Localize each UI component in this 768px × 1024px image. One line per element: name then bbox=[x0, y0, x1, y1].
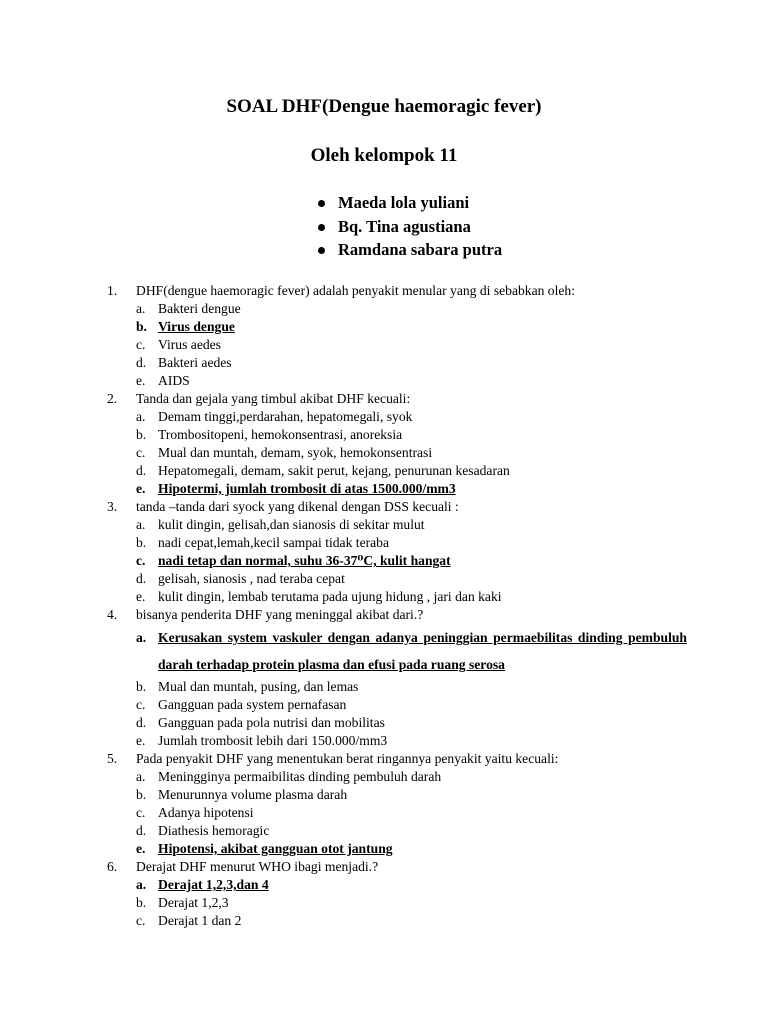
question-text: tanda –tanda dari syock yang dikenal dengan DSS kecuali : bbox=[136, 499, 459, 514]
answer-option-correct bbox=[107, 624, 687, 678]
answer-option bbox=[107, 714, 687, 732]
option-text: Menurunnya volume plasma darah bbox=[158, 787, 348, 802]
question-number: 1. bbox=[107, 283, 118, 298]
question-number: 2. bbox=[107, 391, 118, 406]
question-number: 3. bbox=[107, 499, 118, 514]
option-text: Hepatomegali, demam, sakit perut, kejang, penurunan kesadaran bbox=[158, 463, 510, 478]
question bbox=[107, 498, 687, 516]
question-text: Tanda dan gejala yang timbul akibat DHF kecuali: bbox=[136, 391, 411, 406]
answer-option bbox=[107, 462, 687, 480]
option-letter: b. bbox=[136, 319, 147, 334]
option-text: Hipotermi, jumlah trombosit di atas 1500.000/mm3 bbox=[158, 481, 456, 496]
option-letter: d. bbox=[136, 571, 147, 586]
option-letter: c. bbox=[136, 697, 146, 712]
option-text: Mual dan muntah, demam, syok, hemokonsentrasi bbox=[158, 445, 433, 460]
option-letter: d. bbox=[136, 463, 147, 478]
document-title: SOAL DHF(Dengue haemoragic fever) bbox=[226, 96, 542, 117]
member-item: Ramdana sabara putra bbox=[318, 238, 502, 262]
answer-option bbox=[107, 354, 687, 372]
option-text: nadi cepat,lemah,kecil sampai tidak teraba bbox=[158, 535, 389, 550]
answer-option bbox=[107, 300, 687, 318]
option-letter: a. bbox=[136, 769, 146, 784]
question-number: 6. bbox=[107, 859, 118, 874]
option-text: Meningginya permaibilitas dinding pembuluh darah bbox=[158, 769, 442, 784]
option-letter: c. bbox=[136, 553, 146, 568]
question-list bbox=[107, 282, 687, 930]
answer-option bbox=[107, 372, 687, 390]
option-letter: e. bbox=[136, 373, 146, 388]
option-text: Derajat 1 dan 2 bbox=[158, 913, 242, 928]
answer-option bbox=[107, 570, 687, 588]
question-text: DHF(dengue haemoragic fever) adalah penyakit menular yang di sebabkan oleh: bbox=[136, 283, 575, 298]
option-letter: c. bbox=[136, 445, 146, 460]
question bbox=[107, 606, 687, 624]
answer-option bbox=[107, 336, 687, 354]
option-letter: a. bbox=[136, 877, 147, 892]
option-text: Virus aedes bbox=[158, 337, 221, 352]
answer-option bbox=[107, 786, 687, 804]
option-letter: d. bbox=[136, 715, 147, 730]
option-letter: a. bbox=[136, 630, 147, 645]
answer-option bbox=[107, 426, 687, 444]
answer-option bbox=[107, 732, 687, 750]
option-letter: d. bbox=[136, 355, 147, 370]
option-text: kulit dingin, gelisah,dan sianosis di sekitar mulut bbox=[158, 517, 425, 532]
question bbox=[107, 390, 687, 408]
option-text: gelisah, sianosis , nad teraba cepat bbox=[158, 571, 345, 586]
answer-option bbox=[107, 534, 687, 552]
option-text: Virus dengue bbox=[158, 319, 235, 334]
answer-option bbox=[107, 696, 687, 714]
option-text: Gangguan pada pola nutrisi dan mobilitas bbox=[158, 715, 385, 730]
answer-option bbox=[107, 408, 687, 426]
option-letter: a. bbox=[136, 301, 146, 316]
option-text: Jumlah trombosit lebih dari 150.000/mm3 bbox=[158, 733, 388, 748]
answer-option-correct bbox=[107, 876, 687, 894]
option-text: Demam tinggi,perdarahan, hepatomegali, syok bbox=[158, 409, 413, 424]
option-letter: e. bbox=[136, 733, 146, 748]
option-text: Diathesis hemoragic bbox=[158, 823, 270, 838]
option-letter: b. bbox=[136, 895, 147, 910]
option-letter: a. bbox=[136, 409, 146, 424]
option-text: Derajat 1,2,3 bbox=[158, 895, 229, 910]
member-list bbox=[318, 191, 502, 262]
member-item: Maeda lola yuliani bbox=[318, 191, 502, 215]
answer-option-correct bbox=[107, 840, 687, 858]
option-letter: c. bbox=[136, 805, 146, 820]
question bbox=[107, 858, 687, 876]
option-letter: a. bbox=[136, 517, 146, 532]
question-text: Derajat DHF menurut WHO ibagi menjadi.? bbox=[136, 859, 379, 874]
option-letter: b. bbox=[136, 679, 147, 694]
option-text: Bakteri dengue bbox=[158, 301, 241, 316]
answer-option bbox=[107, 678, 687, 696]
answer-option bbox=[107, 516, 687, 534]
option-text: Kerusakan system vaskuler dengan adanya peninggian permaebilitas dinding pembuluh darah terhadap protein plasma dan efusi pada ruang serosa bbox=[158, 630, 687, 672]
option-text: Adanya hipotensi bbox=[158, 805, 254, 820]
option-text: Gangguan pada system pernafasan bbox=[158, 697, 347, 712]
option-letter: c. bbox=[136, 337, 146, 352]
option-letter: b. bbox=[136, 787, 147, 802]
option-letter: e. bbox=[136, 481, 146, 496]
answer-option bbox=[107, 912, 687, 930]
answer-option-correct bbox=[107, 480, 687, 498]
option-text: kulit dingin, lembab terutama pada ujung hidung , jari dan kaki bbox=[158, 589, 502, 604]
option-text: Bakteri aedes bbox=[158, 355, 232, 370]
option-letter: e. bbox=[136, 841, 146, 856]
question-text: bisanya penderita DHF yang meninggal akibat dari.? bbox=[136, 607, 424, 622]
answer-option bbox=[107, 444, 687, 462]
answer-option bbox=[107, 804, 687, 822]
option-text: nadi tetap dan normal, suhu 36-37⁰C, kulit hangat bbox=[158, 553, 451, 568]
group-name: Oleh kelompok 11 bbox=[310, 145, 458, 166]
question-text: Pada penyakit DHF yang menentukan berat ringannya penyakit yaitu kecuali: bbox=[136, 751, 559, 766]
option-text: Derajat 1,2,3,dan 4 bbox=[158, 877, 269, 892]
question-number: 5. bbox=[107, 751, 118, 766]
question bbox=[107, 282, 687, 300]
option-text: AIDS bbox=[158, 373, 190, 388]
option-letter: b. bbox=[136, 427, 147, 442]
answer-option bbox=[107, 822, 687, 840]
member-item: Bq. Tina agustiana bbox=[318, 215, 502, 239]
option-text: Mual dan muntah, pusing, dan lemas bbox=[158, 679, 359, 694]
option-letter: b. bbox=[136, 535, 147, 550]
answer-option bbox=[107, 768, 687, 786]
answer-option bbox=[107, 588, 687, 606]
question bbox=[107, 750, 687, 768]
option-letter: c. bbox=[136, 913, 146, 928]
option-letter: e. bbox=[136, 589, 146, 604]
option-letter: d. bbox=[136, 823, 147, 838]
option-text: Hipotensi, akibat gangguan otot jantung bbox=[158, 841, 393, 856]
answer-option-correct bbox=[107, 318, 687, 336]
answer-option-correct bbox=[107, 552, 687, 570]
option-text: Trombositopeni, hemokonsentrasi, anoreksia bbox=[158, 427, 403, 442]
question-number: 4. bbox=[107, 607, 118, 622]
answer-option bbox=[107, 894, 687, 912]
